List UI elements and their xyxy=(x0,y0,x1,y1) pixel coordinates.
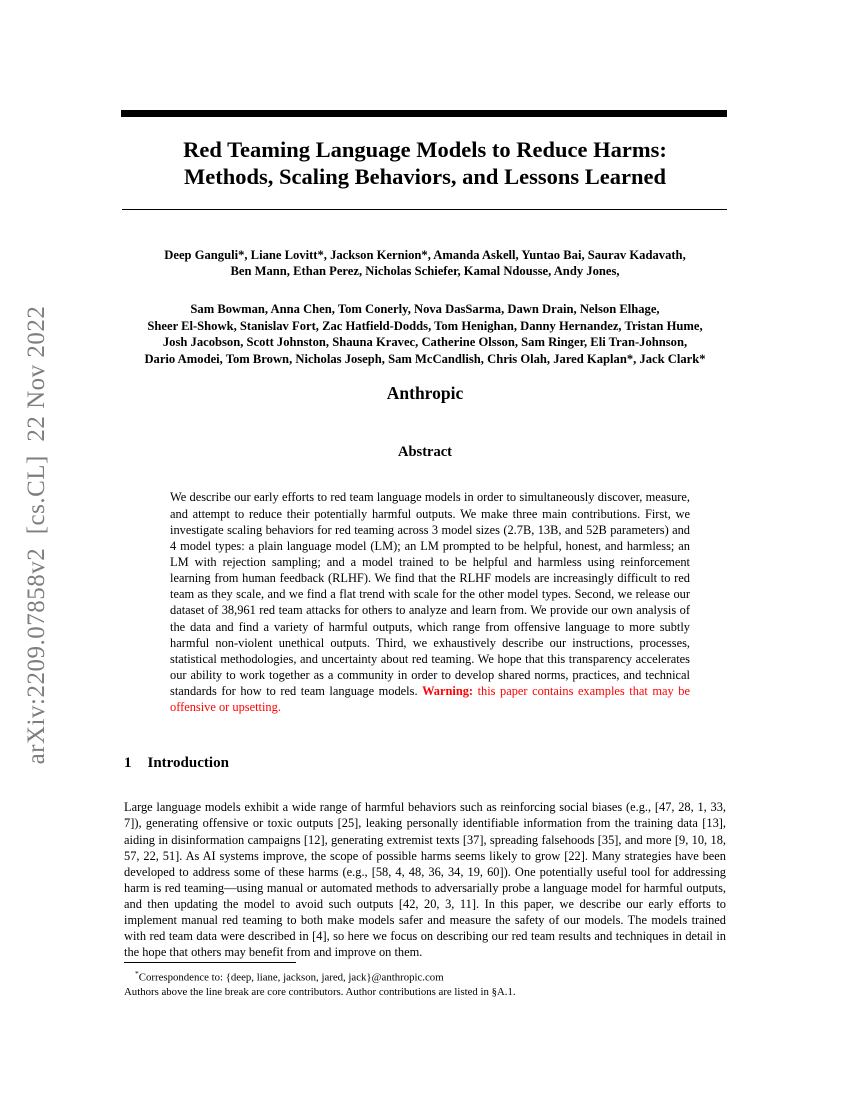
section-heading xyxy=(124,755,229,772)
intro-paragraph: Large language models exhibit a wide range of harmful behaviors such as reinforcing social biases (e.g., [47, 28, 1, 33, 7]), generating offensive or toxic outputs [25], leaking personally identifiable information from the training data [13], aiding in disinformation campaigns [12], generating extremist texts [37], spreading falsehoods [35], and more [9, 10, 18, 57, 22, 51]. As AI systems improve, the scope of possible harms seems likely to grow [22]. Many strategies have been developed to address some of these harms (e.g., [58, 4, 48, 36, 34, 19, 60]). One potentially useful tool for addressing harm is red teaming—using manual or automated methods to adversarially probe a language model for harmful outputs, and then updating the model to avoid such outputs [42, 20, 3, 11]. In this paper, we describe our early efforts to implement manual red teaming to both make models safer and measure the safety of our models. The models trained with red team data were described in [4], so here we focus on describing our red team results and techniques in detail in the hope that others may benefit from and improve on them. xyxy=(124,800,726,960)
author-line: Sheer El-Showk, Stanislav Fort, Zac Hatfield-Dodds, Tom Henighan, Danny Hernandez, Tristan Hume, xyxy=(147,318,703,333)
author-line: Ben Mann, Ethan Perez, Nicholas Schiefer, Kamal Ndousse, Andy Jones, xyxy=(230,264,620,278)
affiliation: Anthropic xyxy=(386,383,464,403)
paper-content xyxy=(124,0,726,1100)
arxiv-watermark: arXiv:2209.07858v2 [cs.CL] 22 Nov 2022 xyxy=(23,305,50,765)
section-number: 1 xyxy=(124,755,132,771)
footnote-marker: * xyxy=(135,969,139,978)
abstract-body-text: We describe our early efforts to red team language models in order to simultaneously discover, measure, and attempt to reduce their potentially harmful outputs. We make three main contributions. First, we investigate scaling behaviors for red teaming across 3 model sizes (2.7B, 13B, and 52B parameters) and 4 model types: a plain language model (LM); an LM prompted to be helpful, honest, and harmless; an LM with rejection sampling; and a model trained to be helpful and harmless using reinforcement learning from human feedback (RLHF). We find that the RLHF models are increasingly difficult to red team as they scale, and we find a flat trend with scale for the other model types. Second, we release our dataset of 38,961 red team attacks for others to analyze and learn from. We provide our own analysis of the data and find a variety of harmful outputs, which range from offensive language to more subtly harmful non-violent unethical outputs. Third, we exhaustively describe our instructions, processes, statistical methodologies, and uncertainty about red teaming. We hope that this transparency accelerates our ability to work together as a community in order to develop shared norms, practices, and technical standards for how to red team language models. xyxy=(170,490,690,699)
title-rule xyxy=(122,209,727,210)
footnote-correspondence-text: Correspondence to: {deep, liane, jackson, jared, jack}@anthropic.com xyxy=(138,971,444,984)
author-line: Sam Bowman, Anna Chen, Tom Conerly, Nova DasSarma, Dawn Drain, Nelson Elhage, xyxy=(190,302,660,316)
top-bar-rule xyxy=(121,110,727,117)
author-line: Dario Amodei, Tom Brown, Nicholas Joseph, Sam McCandlish, Chris Olah, Jared Kaplan*, Jack Clark* xyxy=(144,351,706,366)
footnote-rule xyxy=(124,962,296,963)
paper-title xyxy=(124,136,726,190)
author-block-core xyxy=(112,247,738,279)
section-title: Introduction xyxy=(147,755,229,771)
warning-label: Warning: xyxy=(422,684,474,699)
author-line: Josh Jacobson, Scott Johnston, Shauna Kravec, Catherine Olsson, Sam Ringer, Eli Tran-Johnson, xyxy=(162,335,688,349)
footnote-contributors: Authors above the line break are core contributors. Author contributions are listed in §A.1. xyxy=(124,986,516,999)
abstract-text xyxy=(170,489,690,715)
footnote xyxy=(124,962,726,1000)
author-line: Deep Ganguli*, Liane Lovitt*, Jackson Kernion*, Amanda Askell, Yuntao Bai, Saurav Kadavath, xyxy=(164,248,686,262)
title-line-2: Methods, Scaling Behaviors, and Lessons Learned xyxy=(184,164,666,189)
abstract-heading: Abstract xyxy=(398,444,452,460)
title-line-1: Red Teaming Language Models to Reduce Harms: xyxy=(183,137,667,162)
warning-text: this paper contains examples that may be offensive or upsetting. xyxy=(170,684,690,715)
author-block-rest xyxy=(112,301,738,367)
footnote-correspondence xyxy=(124,967,726,985)
